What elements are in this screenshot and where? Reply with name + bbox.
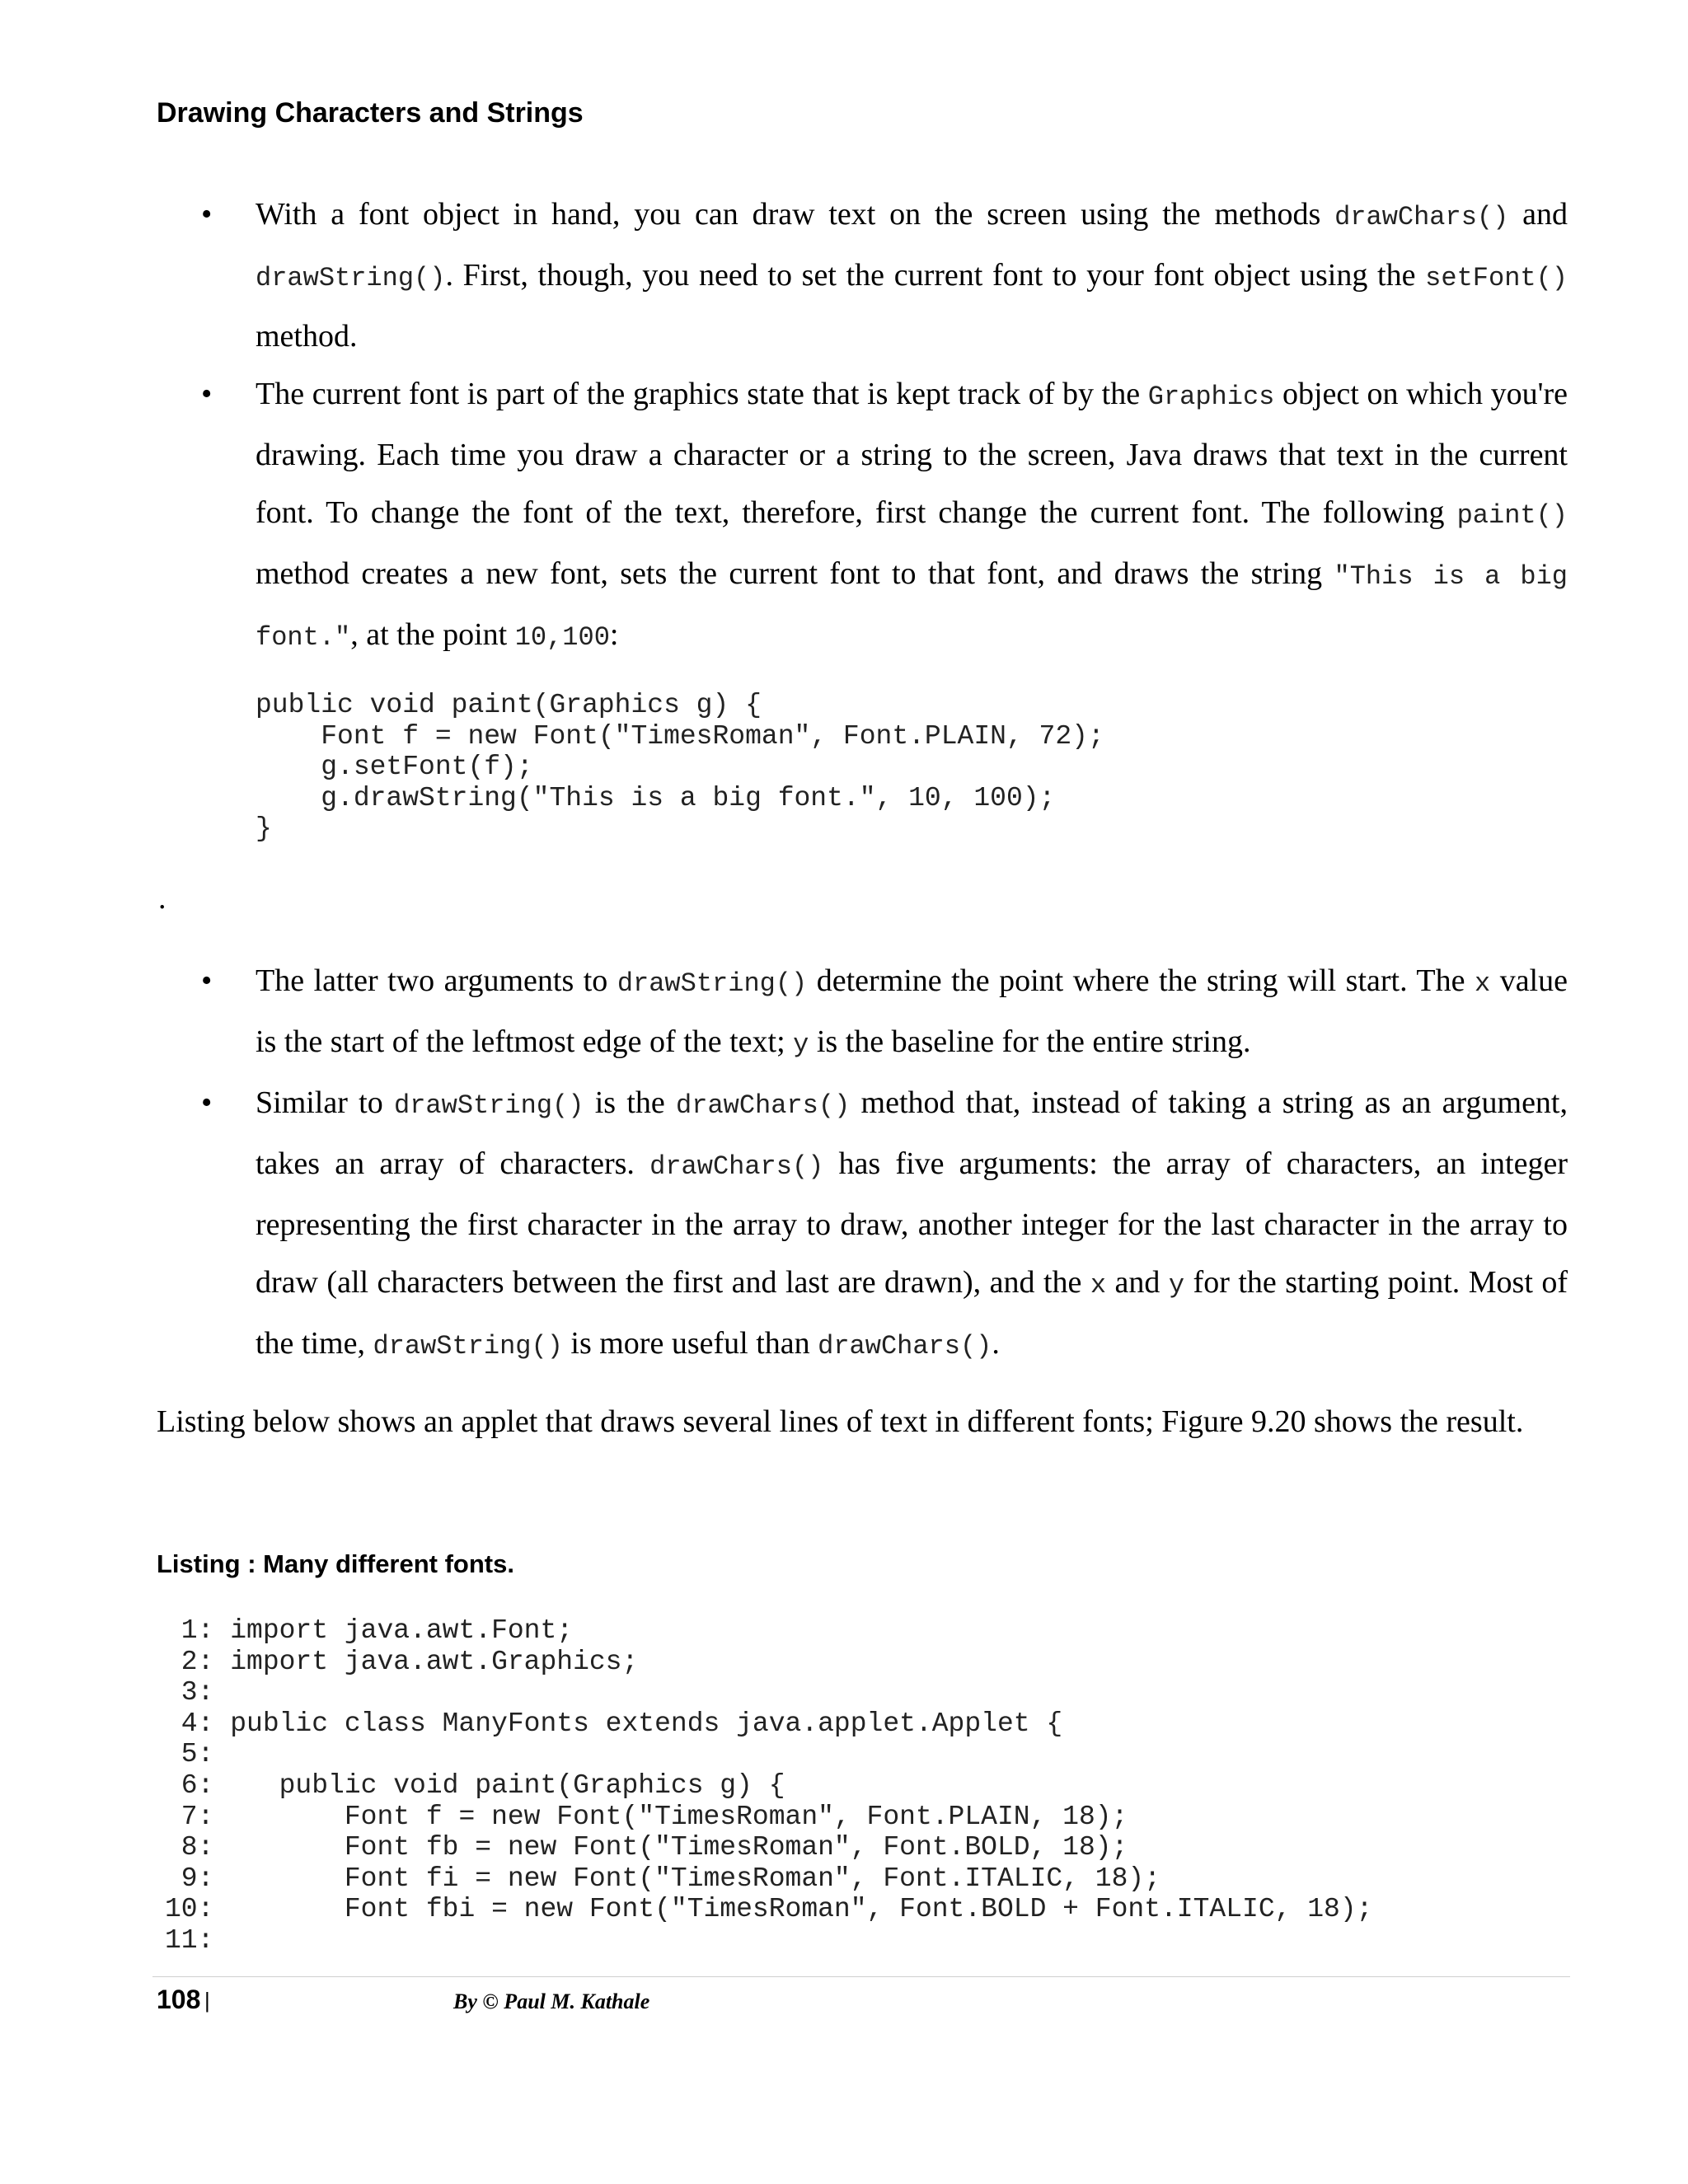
bullet-text: method that, instead of taking a string as an argument, takes an array of characters. — [256, 1085, 1568, 1181]
bullet-text: . First, though, you need to set the current font to your font object using the — [445, 258, 1426, 293]
bullet-text: is the — [584, 1085, 677, 1120]
bullet-item — [157, 185, 1568, 365]
code-sample: public void paint(Graphics g) { Font f = new Font("TimesRoman", Font.PLAIN, 72); g.setFont(f); g.drawString("This is a big font.", 10, 100); } — [256, 690, 1104, 845]
bullet-dot-icon: • — [201, 377, 213, 411]
bullet-text: for the starting point. Most of the time, — [256, 1265, 1568, 1361]
bullet-text: and — [1508, 197, 1568, 232]
inline-code: y — [793, 1029, 809, 1060]
inline-code: drawString() — [373, 1331, 563, 1361]
listing-title: Listing : Many different fonts. — [157, 1549, 514, 1578]
footer-separator: | — [204, 1988, 210, 2013]
bullet-text: is more useful than — [562, 1326, 818, 1361]
inline-code: drawChars() — [649, 1151, 824, 1182]
page-number: 108 — [157, 1985, 201, 2014]
bullet-text: With a font object in hand, you can draw text on the screen using the methods — [256, 197, 1335, 232]
inline-code: drawString() — [394, 1090, 584, 1121]
inline-code: "This is a big font." — [256, 561, 1568, 653]
inline-code: x — [1090, 1270, 1107, 1301]
bullet-text: method. — [256, 319, 358, 354]
footer-author: By © Paul M. Kathale — [453, 1990, 650, 2013]
bullet-text: value is the start of the leftmost edge of the text; — [256, 963, 1568, 1059]
bullet-text: and — [1106, 1265, 1169, 1300]
bullet-text: : — [609, 617, 619, 652]
bullet-item — [157, 1074, 1568, 1376]
bullet-list-top — [157, 185, 1568, 667]
stray-dot: . — [158, 881, 166, 916]
section-heading: Drawing Characters and Strings — [157, 97, 584, 129]
bullet-dot-icon: • — [201, 197, 213, 232]
inline-code: drawChars() — [818, 1331, 992, 1361]
listing-code: 1: import java.awt.Font; 2: import java.awt.Graphics; 3: 4: public class ManyFonts extends java.applet.Applet { 5: 6: public void paint(Graphics g) { 7: Font f = new Font("TimesRoman", Font.PLAIN, 18); 8: Font fb = new Font("TimesRoman", Font.BOLD, 18); 9: Font fi = new Font("TimesRoman", Font.ITALIC, 18); 10: Font fbi = new Font("TimesRoman", Font.BOLD + Font.ITALIC, 18); 11: — [165, 1615, 1373, 1956]
inline-code: setFont() — [1425, 263, 1568, 293]
bullet-dot-icon: • — [201, 963, 213, 998]
inline-code: drawString() — [617, 968, 808, 999]
bullet-list-bottom — [157, 952, 1568, 1376]
bullet-text: , at the point — [350, 617, 515, 652]
body-paragraph: Listing below shows an applet that draws several lines of text in different fonts; Figure 9.20 shows the result. — [157, 1404, 1524, 1439]
bullet-text: Similar to — [256, 1085, 394, 1120]
bullet-dot-icon: • — [201, 1085, 213, 1120]
inline-code: Graphics — [1147, 382, 1275, 412]
bullet-text: is the baseline for the entire string. — [809, 1024, 1251, 1059]
bullet-item — [157, 365, 1568, 667]
bullet-item — [157, 952, 1568, 1074]
bullet-text: determine the point where the string will start. The — [807, 963, 1475, 998]
bullet-text: The latter two arguments to — [256, 963, 617, 998]
inline-code: drawChars() — [676, 1090, 851, 1121]
inline-code: drawChars() — [1334, 202, 1509, 232]
inline-code: x — [1474, 968, 1491, 999]
bullet-text: method creates a new font, sets the current font to that font, and draws the string — [256, 556, 1334, 591]
inline-code: y — [1168, 1270, 1185, 1301]
bullet-text: The current font is part of the graphics state that is kept track of by the — [256, 377, 1148, 411]
inline-code: 10,100 — [514, 622, 610, 653]
inline-code: drawString() — [256, 263, 446, 293]
bullet-text: . — [992, 1326, 1000, 1361]
bullet-text: has five arguments: the array of characters, an integer representing the first character in the array to draw, another integer for the last character in the array to draw (all characters between the first and last are drawn), and the — [256, 1146, 1568, 1300]
inline-code: paint() — [1456, 500, 1568, 531]
footer-rule — [152, 1976, 1570, 1977]
bullet-text: object on which you're drawing. Each time you draw a character or a string to the screen, Java draws that text in the current font. To change the font of the text, therefore, first change the current font. The following — [256, 377, 1568, 530]
